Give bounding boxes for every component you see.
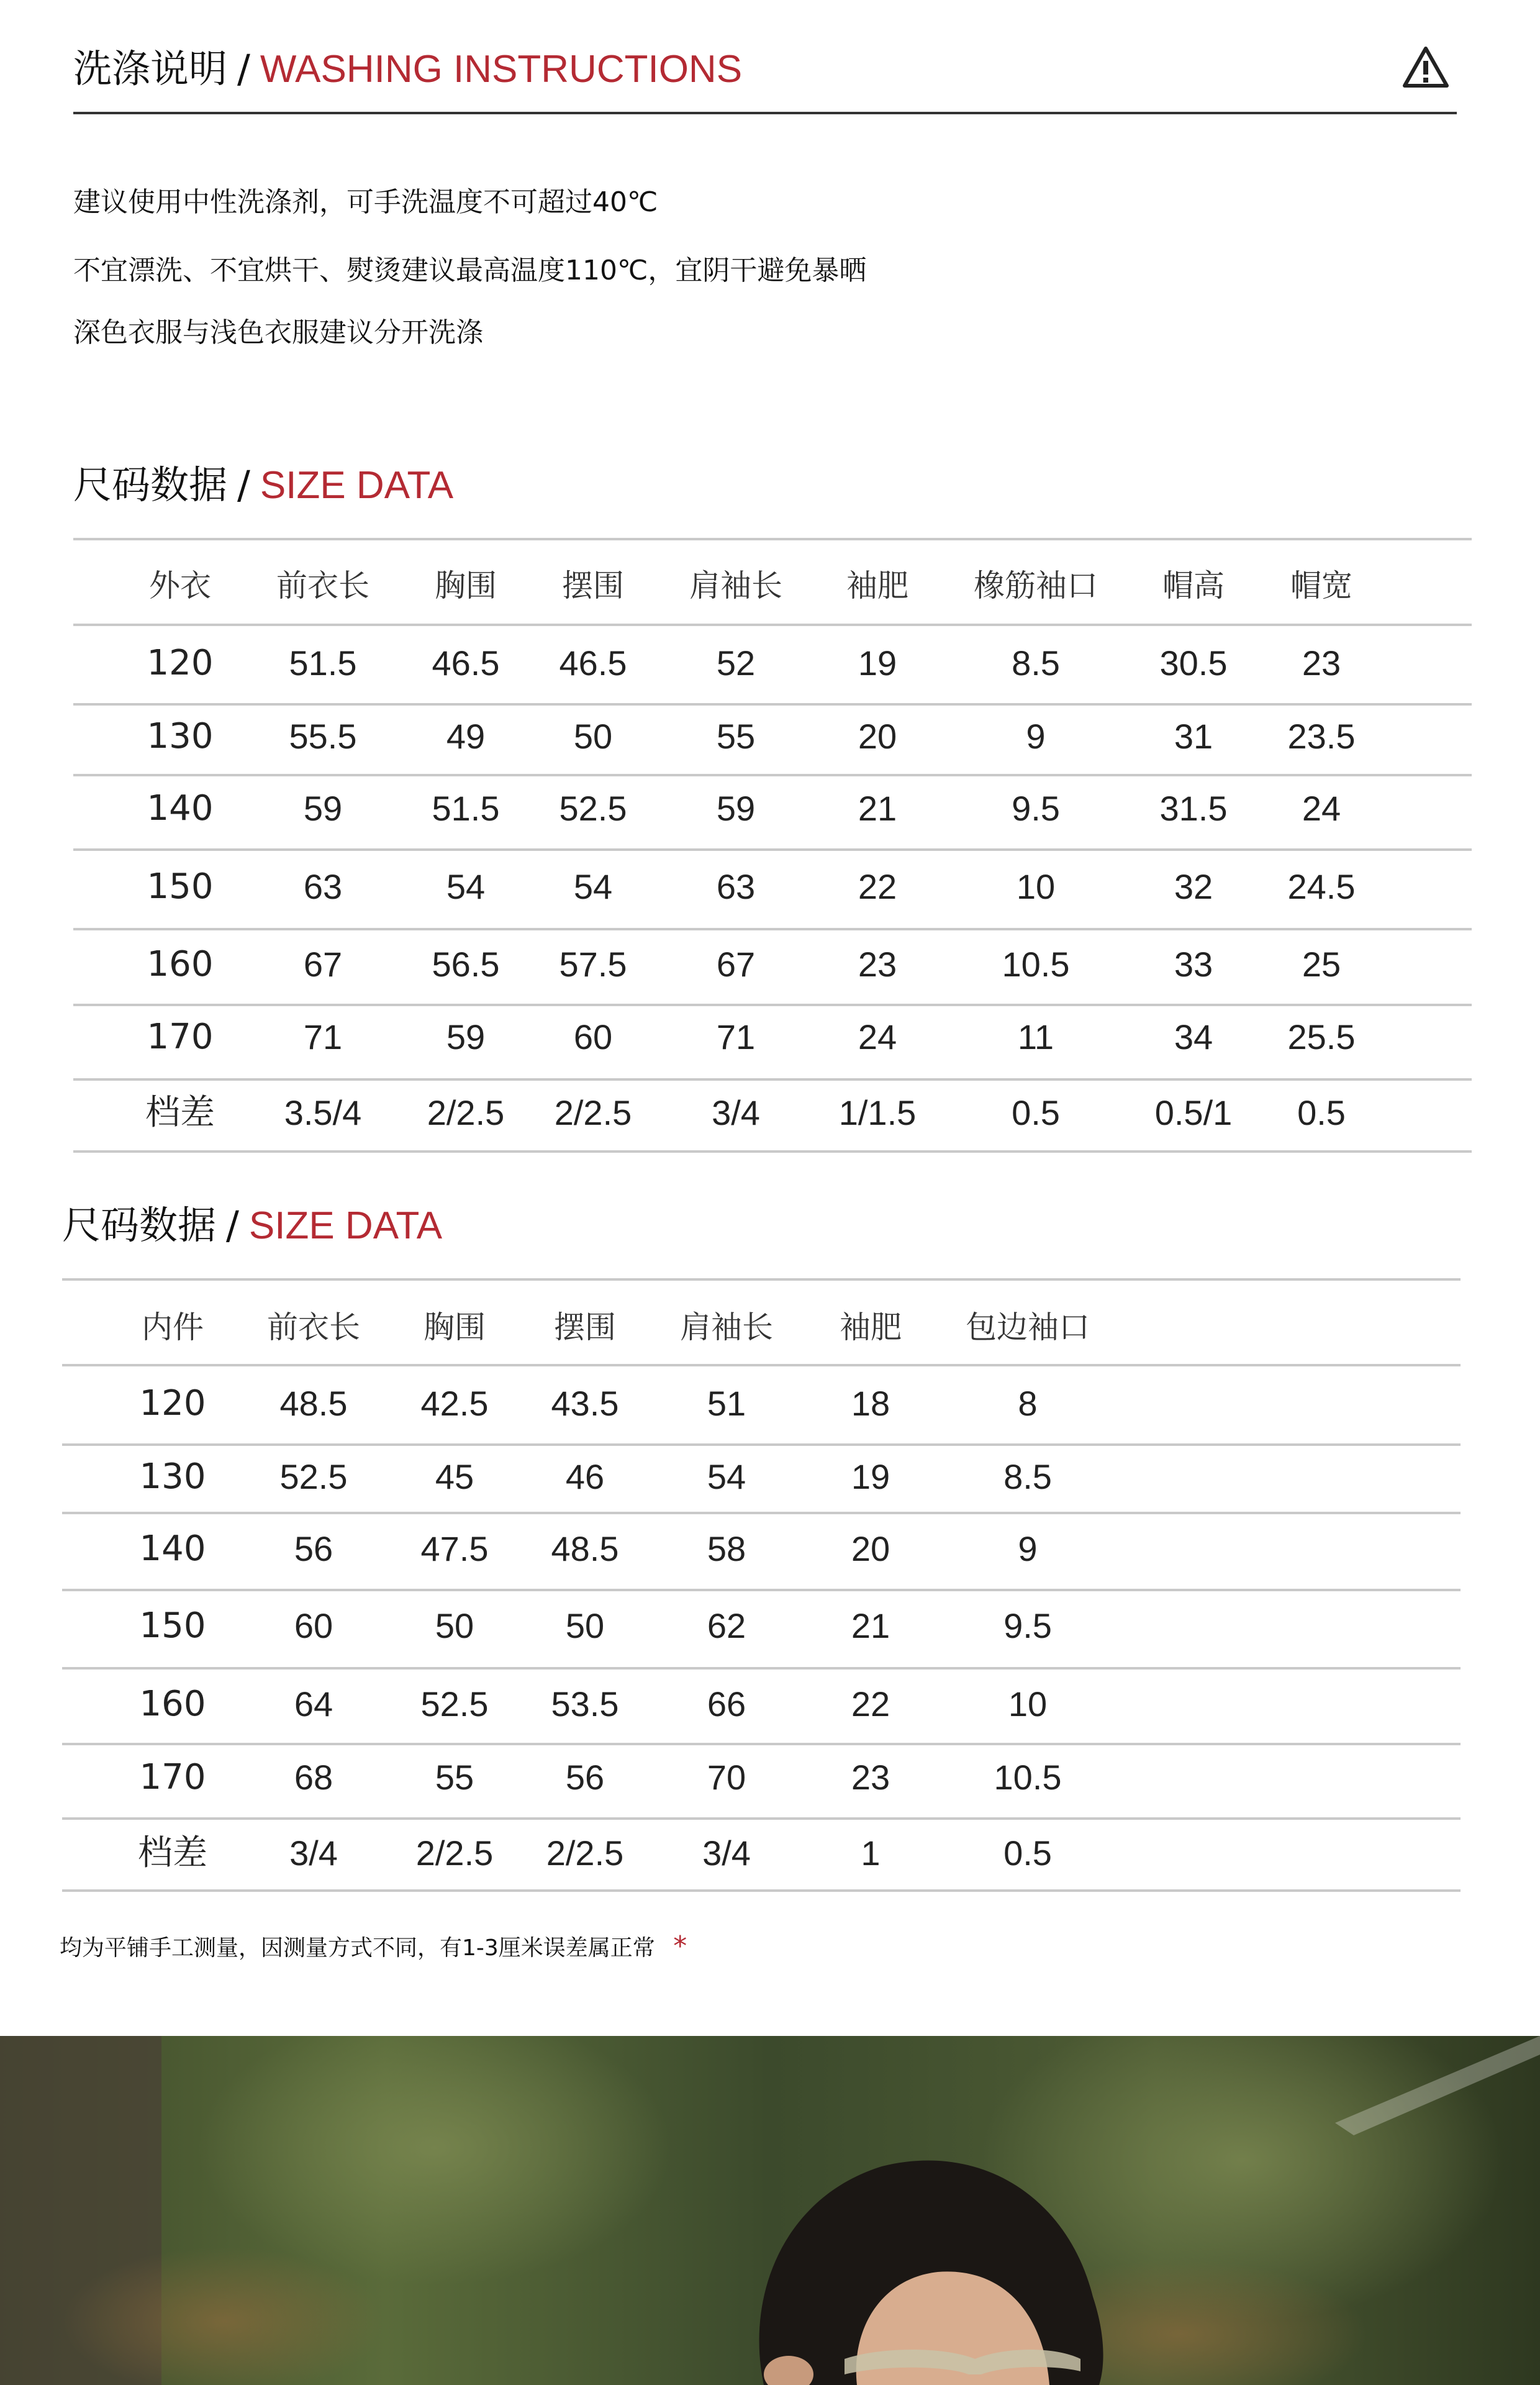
washing-line-2: 不宜漂洗、不宜烘干、熨烫建议最高温度110℃，宜阴干避免暴晒 (73, 255, 867, 286)
table-cell: 2/2.5 (427, 1093, 505, 1132)
table-divider (62, 1667, 1461, 1670)
inner-title-cn: 尺码数据 (62, 1202, 217, 1248)
table-cell: 60 (294, 1606, 333, 1645)
table-cell: 18 (851, 1384, 890, 1423)
table-cell: 23 (858, 945, 897, 984)
table-cell: 24 (1302, 789, 1341, 828)
row-label: 140 (139, 1529, 206, 1569)
table-cell: 2/2.5 (546, 1833, 624, 1873)
table-cell: 57.5 (559, 945, 627, 984)
table-cell: 42.5 (420, 1384, 489, 1423)
table-cell: 67 (716, 945, 756, 984)
table-cell: 50 (435, 1606, 474, 1645)
table-cell: 50 (573, 717, 613, 756)
table-cell: 23 (851, 1758, 890, 1797)
table-cell: 68 (294, 1758, 333, 1797)
table-cell: 2/2.5 (554, 1093, 632, 1132)
table-cell: 66 (707, 1684, 746, 1724)
table-cell: 54 (707, 1457, 746, 1496)
row-label: 150 (147, 866, 214, 907)
table-divider (62, 1443, 1461, 1446)
column-header: 摆围 (554, 1309, 616, 1345)
table-divider (62, 1743, 1461, 1745)
table-divider (73, 1078, 1472, 1081)
washing-line-1: 建议使用中性洗涤剂，可手洗温度不可超过40℃ (73, 186, 658, 218)
table-cell: 32 (1174, 867, 1213, 906)
table-divider (62, 1364, 1461, 1366)
table-cell: 71 (716, 1017, 756, 1056)
table-cell: 22 (858, 867, 897, 906)
table-cell: 58 (707, 1529, 746, 1568)
column-header: 帽宽 (1290, 568, 1352, 604)
table-cell: 31 (1174, 717, 1213, 756)
column-header: 帽高 (1162, 568, 1225, 604)
table-cell: 55 (716, 717, 756, 756)
measurement-note (60, 1930, 687, 1962)
column-header: 胸围 (435, 568, 497, 604)
table-cell: 52.5 (559, 789, 627, 828)
table-divider (73, 848, 1472, 851)
outer-title-en: SIZE DATA (260, 464, 454, 507)
table-cell: 10 (1016, 867, 1056, 906)
table-cell: 55 (435, 1758, 474, 1797)
table-cell: 51.5 (289, 643, 357, 683)
table-cell: 31.5 (1159, 789, 1228, 828)
row-label: 130 (139, 1456, 206, 1497)
table-cell: 2/2.5 (415, 1833, 494, 1873)
inner-size-title (62, 1202, 443, 1248)
table-cell: 71 (303, 1017, 343, 1056)
table-divider (73, 624, 1472, 626)
warning-triangle-icon (1401, 45, 1451, 92)
row-label: 档差 (138, 1833, 207, 1873)
row-label: 170 (147, 1017, 214, 1057)
table-cell: 46 (565, 1457, 605, 1496)
column-header: 袖肥 (846, 568, 908, 604)
table-cell: 52.5 (420, 1684, 489, 1724)
table-cell: 3/4 (712, 1093, 760, 1132)
table-cell: 51.5 (432, 789, 500, 828)
table-cell: 19 (858, 643, 897, 683)
title-separator: / (226, 1202, 239, 1248)
column-header: 内件 (142, 1309, 204, 1345)
table-divider (73, 1150, 1472, 1153)
table-cell: 55.5 (289, 717, 357, 756)
table-cell: 9 (1026, 717, 1046, 756)
table-divider (73, 774, 1472, 776)
table-cell: 45 (435, 1457, 474, 1496)
washing-divider (73, 112, 1457, 114)
table-cell: 47.5 (420, 1529, 489, 1568)
table-divider (73, 1004, 1472, 1006)
table-cell: 51 (707, 1384, 746, 1423)
table-cell: 43.5 (551, 1384, 619, 1423)
washing-title (73, 46, 743, 91)
table-divider (73, 703, 1472, 706)
table-divider (62, 1817, 1461, 1820)
row-label: 160 (147, 944, 214, 984)
table-cell: 25 (1302, 945, 1341, 984)
table-cell: 9.5 (1003, 1606, 1052, 1645)
table-cell: 3.5/4 (284, 1093, 362, 1132)
table-cell: 56.5 (432, 945, 500, 984)
table-cell: 21 (858, 789, 897, 828)
table-cell: 49 (446, 717, 486, 756)
table-cell: 0.5 (1297, 1093, 1346, 1132)
table-cell: 21 (851, 1606, 890, 1645)
row-label: 档差 (145, 1093, 215, 1133)
table-cell: 48.5 (279, 1384, 348, 1423)
table-divider (73, 538, 1472, 540)
column-header: 前衣长 (267, 1309, 360, 1345)
table-cell: 24 (858, 1017, 897, 1056)
row-label: 170 (139, 1757, 206, 1797)
table-cell: 8 (1018, 1384, 1038, 1423)
table-divider (62, 1512, 1461, 1514)
row-label: 160 (139, 1684, 206, 1724)
table-cell: 59 (716, 789, 756, 828)
table-cell: 9 (1018, 1529, 1038, 1568)
row-label: 140 (147, 788, 214, 829)
table-cell: 67 (303, 945, 343, 984)
model-photo (0, 2036, 1540, 2385)
column-header: 橡筋袖口 (974, 568, 1098, 604)
table-cell: 10.5 (994, 1758, 1062, 1797)
table-divider (73, 928, 1472, 930)
washing-title-en: WASHING INSTRUCTIONS (260, 48, 743, 91)
table-cell: 54 (446, 867, 486, 906)
table-cell: 8.5 (1003, 1457, 1052, 1496)
table-cell: 56 (565, 1758, 605, 1797)
table-cell: 1 (861, 1833, 881, 1873)
table-cell: 23.5 (1287, 717, 1356, 756)
table-cell: 20 (858, 717, 897, 756)
table-cell: 23 (1302, 643, 1341, 683)
table-cell: 50 (565, 1606, 605, 1645)
table-cell: 8.5 (1012, 643, 1060, 683)
outer-title-cn: 尺码数据 (73, 462, 228, 507)
column-header: 肩袖长 (680, 1309, 773, 1345)
table-cell: 34 (1174, 1017, 1213, 1056)
table-divider (62, 1589, 1461, 1591)
column-header: 包边袖口 (966, 1309, 1090, 1345)
table-cell: 63 (303, 867, 343, 906)
table-cell: 10 (1008, 1684, 1048, 1724)
table-cell: 20 (851, 1529, 890, 1568)
inner-title-en: SIZE DATA (248, 1204, 443, 1247)
title-separator: / (237, 462, 250, 507)
outer-size-title (73, 462, 454, 507)
table-cell: 0.5/1 (1154, 1093, 1233, 1132)
table-divider (62, 1278, 1461, 1281)
table-cell: 24.5 (1287, 867, 1356, 906)
row-label: 120 (139, 1383, 206, 1424)
table-cell: 60 (573, 1017, 613, 1056)
table-cell: 25.5 (1287, 1017, 1356, 1056)
table-cell: 19 (851, 1457, 890, 1496)
table-cell: 0.5 (1003, 1833, 1052, 1873)
table-cell: 30.5 (1159, 643, 1228, 683)
table-cell: 54 (573, 867, 613, 906)
table-divider (62, 1889, 1461, 1892)
table-cell: 64 (294, 1684, 333, 1724)
column-header: 前衣长 (276, 568, 369, 604)
table-cell: 53.5 (551, 1684, 619, 1724)
table-cell: 0.5 (1012, 1093, 1060, 1132)
table-cell: 3/4 (702, 1833, 751, 1873)
asterisk-mark: * (673, 1930, 687, 1962)
table-cell: 22 (851, 1684, 890, 1724)
washing-line-3: 深色衣服与浅色衣服建议分开洗涤 (73, 317, 483, 348)
column-header: 摆围 (562, 568, 624, 604)
washing-title-cn: 洗涤说明 (73, 46, 228, 91)
table-cell: 62 (707, 1606, 746, 1645)
column-header: 胸围 (424, 1309, 486, 1345)
title-separator: / (237, 46, 250, 91)
row-label: 130 (147, 716, 214, 756)
table-cell: 48.5 (551, 1529, 619, 1568)
table-cell: 52.5 (279, 1457, 348, 1496)
table-cell: 59 (446, 1017, 486, 1056)
table-cell: 52 (716, 643, 756, 683)
table-cell: 1/1.5 (838, 1093, 917, 1132)
row-label: 150 (139, 1606, 206, 1646)
table-cell: 70 (707, 1758, 746, 1797)
column-header: 肩袖长 (689, 568, 782, 604)
table-cell: 46.5 (432, 643, 500, 683)
row-label: 120 (147, 643, 214, 683)
table-cell: 46.5 (559, 643, 627, 683)
table-cell: 11 (1017, 1017, 1054, 1056)
column-header: 外衣 (149, 568, 211, 604)
table-cell: 9.5 (1012, 789, 1060, 828)
table-cell: 33 (1174, 945, 1213, 984)
measurement-note-text: 均为平铺手工测量，因测量方式不同，有1-3厘米误差属正常 (60, 1935, 655, 1961)
table-cell: 56 (294, 1529, 333, 1568)
table-cell: 10.5 (1002, 945, 1070, 984)
table-cell: 63 (716, 867, 756, 906)
column-header: 袖肥 (840, 1309, 902, 1345)
table-cell: 3/4 (289, 1833, 338, 1873)
table-cell: 59 (303, 789, 343, 828)
